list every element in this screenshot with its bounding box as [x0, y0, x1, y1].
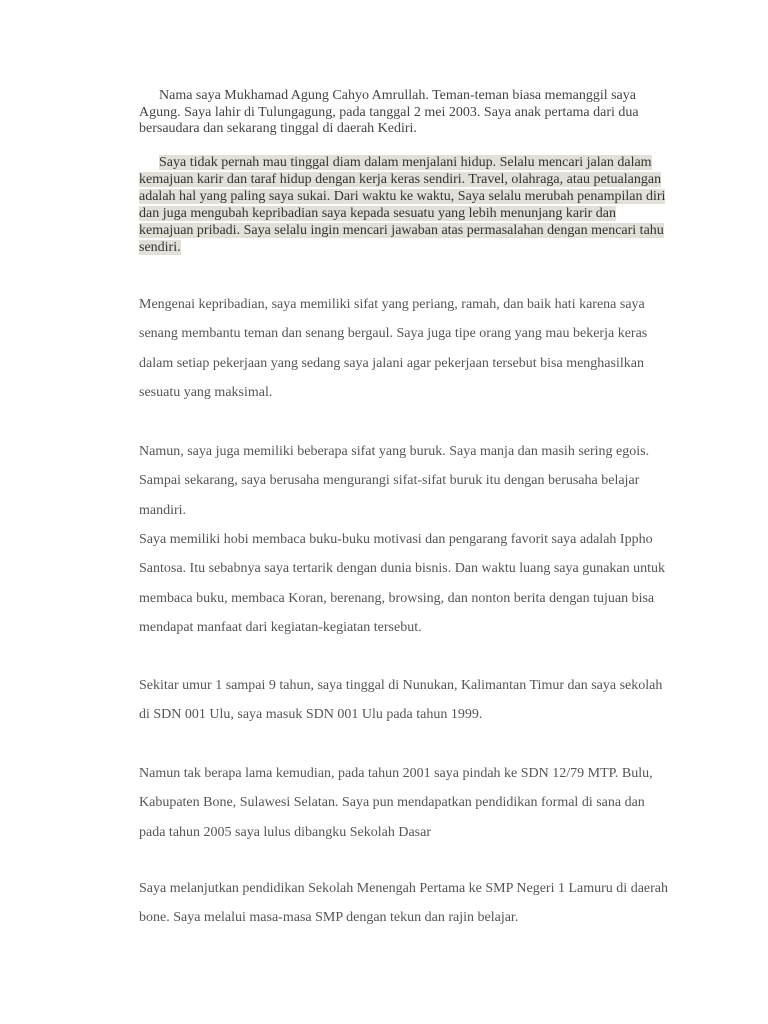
hobby-paragraph: Saya memiliki hobi membaca buku-buku motivasi dan pengarang favorit saya adalah Ippho Santosa. Itu sebabnya saya tertarik dengan dunia bisnis. Dan waktu luang saya gunakan untuk membaca buku, membaca Koran, berenang, browsing, dan nonton berita dengan tujuan bisa mendapat manfaat dari kegiatan-kegiatan tersebut.: [139, 532, 666, 636]
bad-traits-paragraph: Namun, saya juga memiliki beberapa sifat yang buruk. Saya manja dan masih sering egois. Sampai sekarang, saya berusaha mengurangi sifat-sifat buruk itu dengan berusaha belajar mandiri.: [139, 444, 650, 518]
personality-paragraph: Mengenai kepribadian, saya memiliki sifat yang periang, ramah, dan baik hati karena saya senang membantu teman dan senang bergaul. Saya juga tipe orang yang mau bekerja keras dalam setiap pekerjaan yang sedang saya jalani agar pekerjaan tersebut bisa menghasilkan sesuatu yang maksimal.: [139, 297, 648, 401]
moving-paragraph: Namun tak berapa lama kemudian, pada tahun 2001 saya pindah ke SDN 12/79 MTP. Bulu, Kabupaten Bone, Sulawesi Selatan. Saya pun mendapatkan pendidikan formal di sana dan pada tahun 2005 saya lulus dibangku Sekolah Dasar: [139, 766, 653, 840]
childhood-paragraph: Sekitar umur 1 sampai 9 tahun, saya tinggal di Nunukan, Kalimantan Timur dan saya sekolah di SDN 001 Ulu, saya masuk SDN 001 Ulu pada tahun 1999.: [139, 678, 663, 723]
highlighted-paragraph: [139, 154, 671, 256]
smp-paragraph: Saya melanjutkan pendidikan Sekolah Menengah Pertama ke SMP Negeri 1 Lamuru di daerah bone. Saya melalui masa-masa SMP dengan tekun dan rajin belajar.: [139, 881, 668, 926]
highlighted-text: Saya tidak pernah mau tinggal diam dalam menjalani hidup. Selalu mencari jalan dalam kemajuan karir dan taraf hidup dengan kerja keras sendiri. Travel, olahraga, atau petualangan adalah hal yang paling saya sukai. Dari waktu ke waktu, Saya selalu merubah penampilan diri dan juga mengubah kepribadian saya kepada sesuatu yang lebih menunjang karir dan kemajuan pribadi. Saya selalu ingin mencari jawaban atas permasalahan dengan mencari tahu sendiri.: [139, 155, 666, 255]
intro-paragraph: Nama saya Mukhamad Agung Cahyo Amrullah. Teman-teman biasa memanggil saya Agung. Saya lahir di Tulungagung, pada tanggal 2 mei 2003. Saya anak pertama dari dua bersaudara dan sekarang tinggal di daerah Kediri.: [139, 88, 639, 136]
